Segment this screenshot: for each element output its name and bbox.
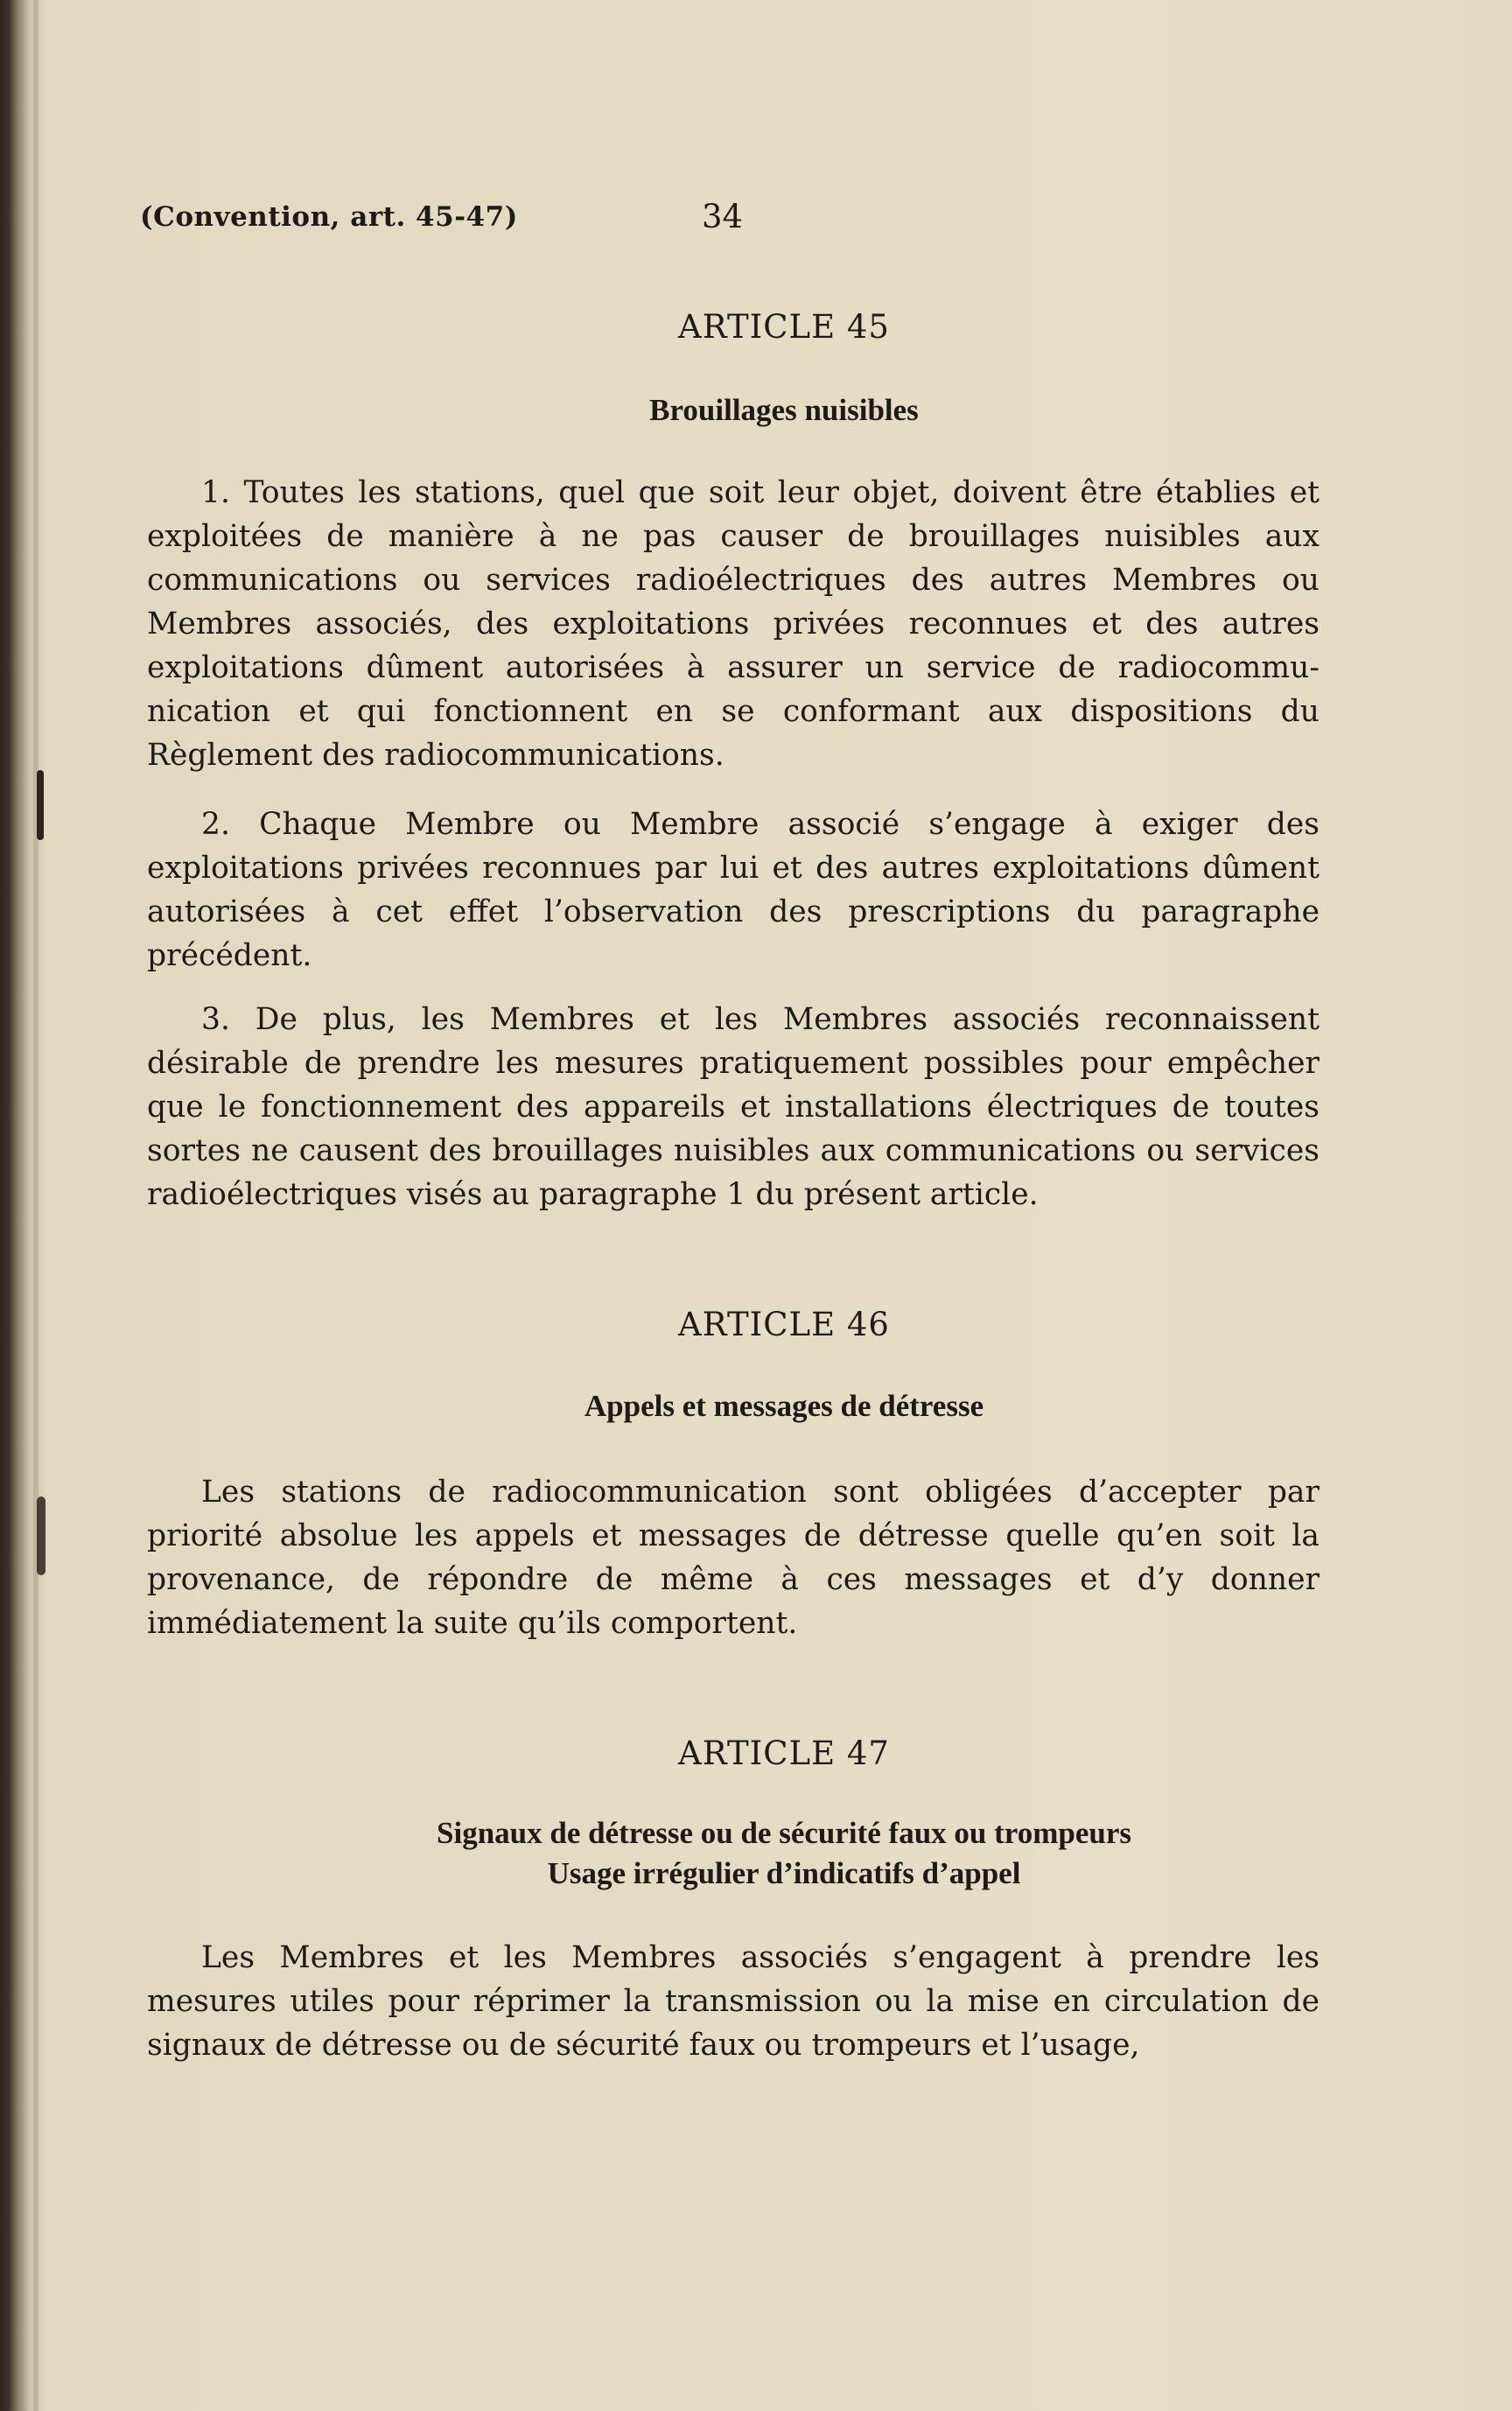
page-number: 34 (702, 198, 744, 235)
article-45-paragraph-1: 1. Toutes les stations, quel que soit leur objet, doivent être établies et exploitées de manière à ne pas causer de brouillages nuisibles aux communications ou services radioélectriques des autres Membres ou Membres associés, des exploitations privées reconnues et des autres exploitations dûment autorisées à assurer un service de radiocommunication et qui fonctionnent en se conformant aux dispositions du Règlement des radiocommunications. (147, 475, 1320, 773)
article-47-subtitle-line-1: Signaux de détresse ou de sécurité faux ou trompeurs (437, 1816, 1131, 1850)
article-46-title: ARTICLE 46 (678, 1306, 890, 1343)
running-head-reference: (Convention, art. 45-47) (140, 201, 518, 233)
article-47-subtitle-line-2: Usage irrégulier d’indicatifs d’appel (547, 1856, 1021, 1890)
article-46-subtitle: Appels et messages de détresse (584, 1389, 984, 1423)
binding-shadow (33, 0, 38, 2411)
margin-tab-mark (37, 1496, 46, 1575)
running-head (140, 198, 1348, 245)
article-47-paragraph-1: Les Membres et les Membres associés s’engagent à prendre les mesures utiles pour réprimer la transmission ou la mise en circulation de signaux de détresse ou de sécurité faux ou trompeurs et l’usage, (147, 1940, 1320, 2063)
article-45-title: ARTICLE 45 (678, 308, 890, 346)
margin-tab-mark (37, 770, 44, 840)
article-45-paragraph-3: 3. De plus, les Membres et les Membres associés reconnaissent désirable de prendre les mesures pratiquement possibles pour empêcher que le fonctionnement des appareils et installations électriques de toutes sortes ne causent des brouillages nuisibles aux communications ou services radioélectriques visés au paragraphe 1 du présent article. (147, 1002, 1320, 1212)
article-46-paragraph-1: Les stations de radiocommunication sont obligées d’accepter par priorité absolue les appels et messages de détresse quelle qu’en soit la provenance, de répondre de même à ces messages et d’y donner immédiatement la suite qu’ils comportent. (147, 1475, 1320, 1641)
article-47-subtitle (28, 1813, 1512, 1894)
article-45-paragraph-2: 2. Chaque Membre ou Membre associé s’engage à exiger des exploitations privées reconnues par lui et des autres exploitations dûment autorisées à cet effet l’observation des prescriptions du paragraphe précédent. (147, 807, 1320, 973)
article-45-subtitle: Brouillages nuisibles (649, 393, 919, 427)
article-47-title: ARTICLE 47 (678, 1735, 890, 1772)
